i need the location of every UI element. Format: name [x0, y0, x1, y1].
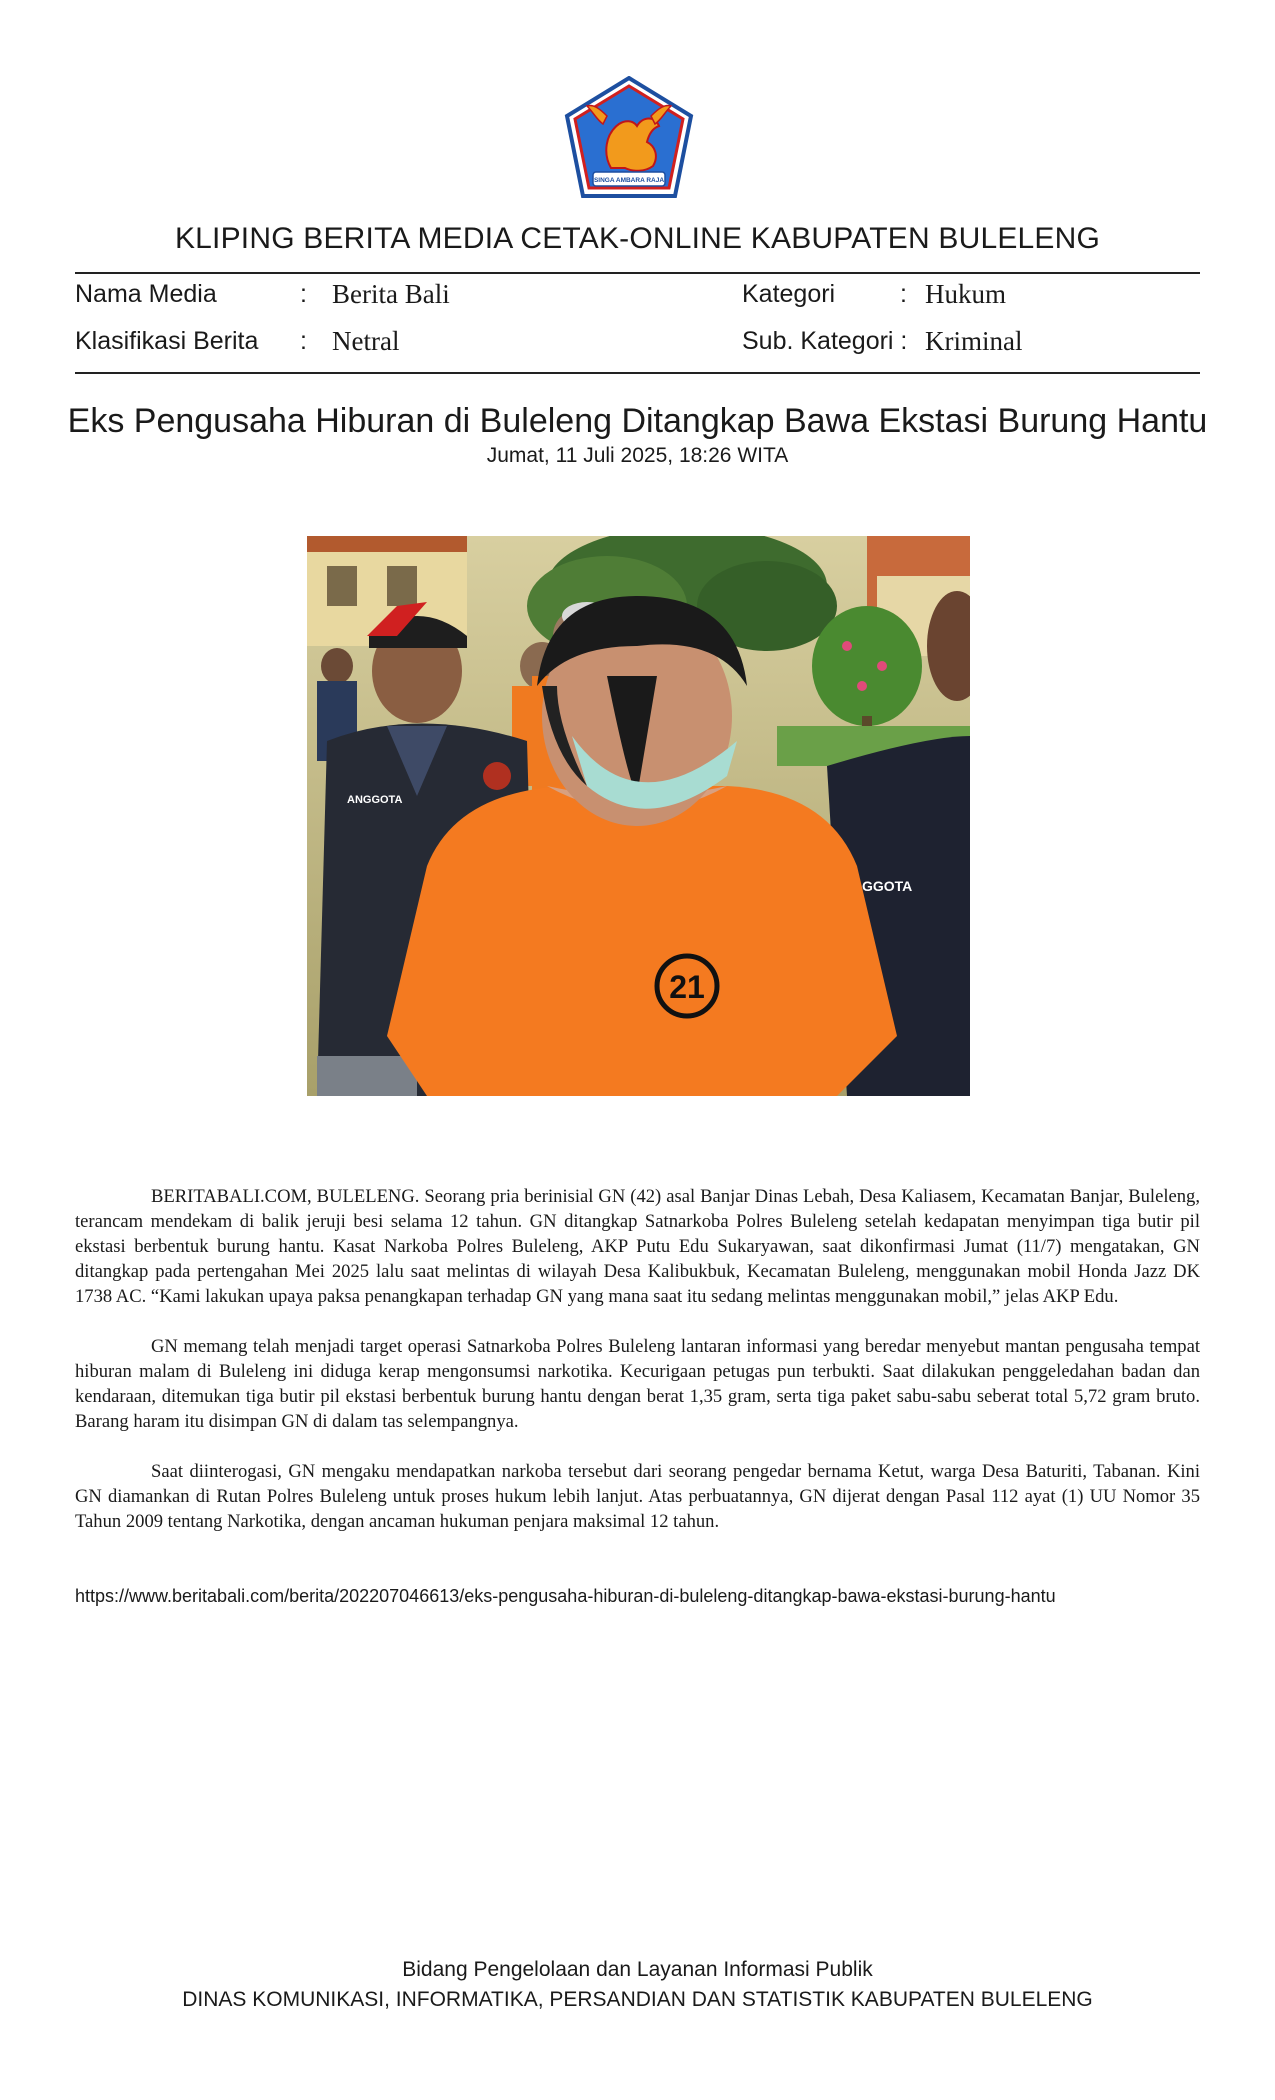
classification-value: Netral — [332, 326, 400, 356]
article-paragraph: Saat diinterogasi, GN mengaku mendapatkan narkoba tersebut dari seorang pengedar bernama Ketut, warga Desa Baturiti, Tabanan. Kini GN diamankan di Rutan Polres Buleleng untuk proses hukum lebih lanjut. Atas perbuatannya, GN dijerat dengan Pasal 112 ayat (1) UU Nomor 35 Tahun 2009 tentang Narkotika, dengan ancaman hukuman penjara maksimal 12 tahun. — [75, 1461, 1200, 1532]
article-paragraph: BERITABALI.COM, BULELENG. Seorang pria berinisial GN (42) asal Banjar Dinas Lebah, Desa Kaliasem, Kecamatan Banjar, Buleleng, terancam mendekam di balik jeruji besi selama 12 tahun. GN ditangkap Satnarkoba Polres Buleleng setelah kedapatan menyimpan tiga butir pil ekstasi berbentuk burung hantu. Kasat Narkoba Polres Buleleng, AKP Putu Edu Sukaryawan, saat dikonfirmasi Jumat (11/7) mengatakan, GN ditangkap pada pertengahan Mei 2025 lalu saat melintas di wilayah Desa Kalibukbuk, Kecamatan Buleleng, menggunakan mobil Honda Jazz DK 1738 AC. “Kami lakukan upaya paksa penangkapan terhadap GN yang mana saat itu sedang melintas menggunakan mobil,” jelas AKP Edu. — [75, 1186, 1200, 1307]
footer-division-name: Bidang Pengelolaan dan Layanan Informasi Publik — [402, 1958, 873, 1981]
category-colon: : — [900, 280, 907, 308]
header-divider-top — [75, 272, 1200, 274]
classification-colon: : — [300, 327, 307, 355]
article-source-link[interactable]: https://www.beritabali.com/berita/202207046613/eks-pengusaha-hiburan-di-buleleng-ditangkap-bawa-ekstasi-burung-hantu — [75, 1586, 1056, 1606]
document-header-title: KLIPING BERITA MEDIA CETAK-ONLINE KABUPATEN BULELENG — [174, 222, 1101, 255]
article-title: Eks Pengusaha Hiburan di Buleleng Ditangkap Bawa Ekstasi Burung Hantu — [67, 402, 1208, 440]
photo-vest-text-left: ANGGOTA — [347, 794, 403, 806]
subcategory-value: Kriminal — [925, 326, 1023, 356]
kabupaten-buleleng-emblem-icon — [563, 76, 695, 200]
header-divider-bottom — [75, 372, 1200, 374]
article-paragraph: GN memang telah menjadi target operasi Satnarkoba Polres Buleleng lantaran informasi yang beredar menyebut mantan pengusaha tempat hiburan malam di Buleleng ini diduga kerap mengonsumsi narkotika. Kecurigaan petugas pun terbukti. Saat dilakukan penggeledahan badan dan kendaraan, ditemukan tiga butir pil ekstasi berbentuk burung hantu dengan berat 1,35 gram, serta tiga paket sabu-sabu seberat total 5,72 gram bruto. Barang haram itu disimpan GN di dalam tas selempangnya. — [75, 1336, 1200, 1432]
category-label: Kategori — [742, 280, 836, 308]
photo-shirt-number: 21 — [669, 969, 705, 1005]
svg-text:SINGA AMBARA RAJA: SINGA AMBARA RAJA — [593, 177, 665, 184]
photo-vest-text-right: GGOTA — [862, 878, 913, 894]
footer-department-name: DINAS KOMUNIKASI, INFORMATIKA, PERSANDIAN DAN STATISTIK KABUPATEN BULELENG — [182, 1988, 1093, 2011]
news-photo — [307, 536, 970, 1096]
category-value: Hukum — [925, 279, 1006, 309]
article-date: Jumat, 11 Juli 2025, 18:26 WITA — [486, 444, 789, 467]
media-name-value: Berita Bali — [332, 279, 450, 309]
media-name-label: Nama Media — [75, 280, 217, 308]
subcategory-label: Sub. Kategori : — [742, 327, 908, 355]
classification-label: Klasifikasi Berita — [75, 327, 259, 355]
article-body — [75, 1184, 1200, 1559]
media-name-colon: : — [300, 280, 307, 308]
